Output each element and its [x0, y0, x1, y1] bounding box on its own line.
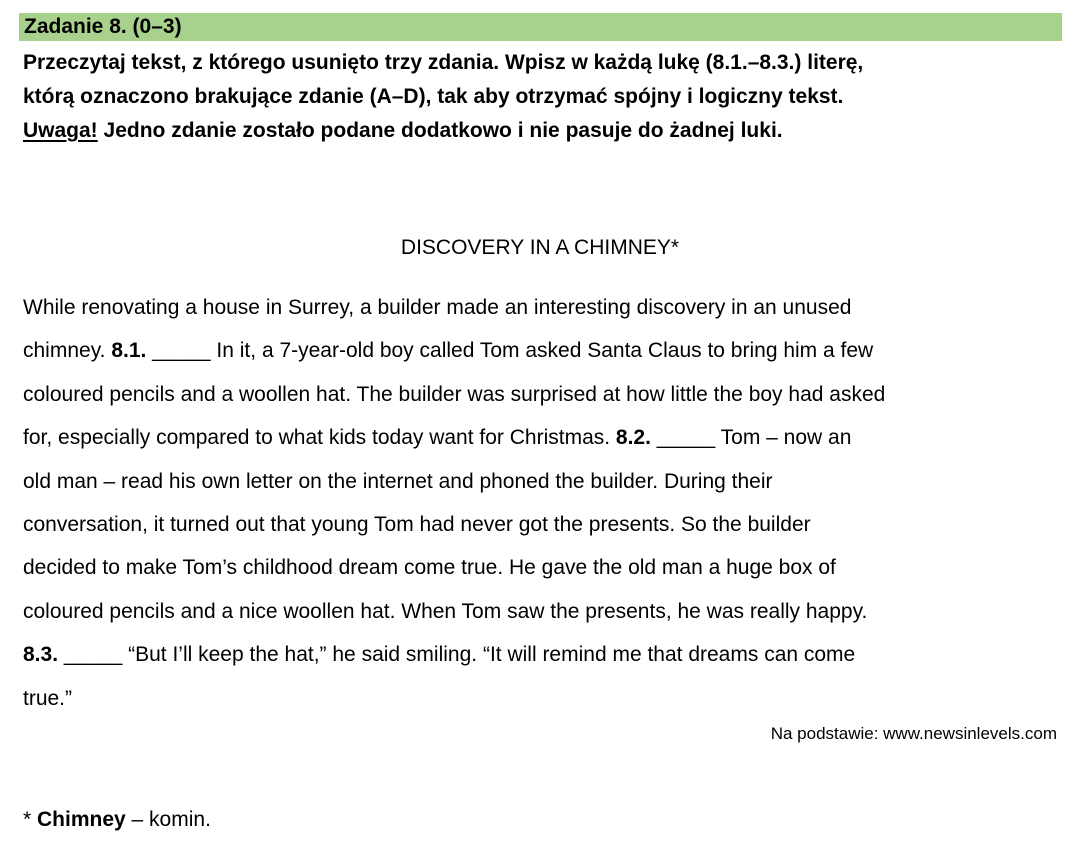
text-line-5: old man – read his own letter on the internet and phoned the builder. During their [23, 469, 773, 493]
task-instructions [23, 46, 1068, 148]
article-title: DISCOVERY IN A CHIMNEY* [400, 236, 680, 259]
text-line-4: for, especially compared to what kids today want for Christmas. 8.2. _____ Tom – now an [23, 426, 852, 450]
footnote-term: Chimney [37, 808, 126, 831]
gap-label-8-2: 8.2. [615, 426, 651, 450]
task-header [19, 13, 1062, 41]
text-line-10: true.” [23, 686, 73, 710]
note-text: Jedno zdanie zostało podane dodatkowo i nie pasuje do żadnej luki. [97, 119, 783, 142]
footnote [23, 805, 211, 835]
footnote-definition: – komin. [125, 808, 211, 831]
instruction-line-1: Przeczytaj tekst, z którego usunięto trzy zdania. Wpisz w każdą lukę (8.1.–8.3.) literę, [23, 51, 864, 74]
text-line-9: 8.3. _____ “But I’ll keep the hat,” he said smiling. “It will remind me that dreams can come [23, 643, 856, 667]
gap-blank-8-2[interactable]: _____ [650, 426, 721, 450]
gap-label-8-1: 8.1. [111, 339, 147, 363]
instruction-line-2: którą oznaczono brakujące zdanie (A–D), tak aby otrzymać spójny i logiczny tekst. [23, 85, 844, 108]
footnote-marker: * [23, 808, 38, 831]
article-body [23, 286, 1068, 720]
source-note: Na podstawie: www.newsinlevels.com [770, 724, 1057, 743]
note-label: Uwaga! [23, 119, 98, 142]
text-line-1: While renovating a house in Surrey, a builder made an interesting discovery in an unused [23, 296, 852, 319]
text-line-3: coloured pencils and a woollen hat. The builder was surprised at how little the boy had asked [23, 382, 886, 406]
text-line-6: conversation, it turned out that young Tom had never got the presents. So the builder [23, 513, 811, 537]
task-title: Zadanie 8. (0–3) [24, 15, 182, 38]
gap-blank-8-1[interactable]: _____ [146, 339, 217, 363]
gap-label-8-3: 8.3. [23, 643, 59, 667]
text-line-2: chimney. 8.1. _____ In it, a 7-year-old boy called Tom asked Santa Claus to bring him a few [23, 339, 874, 363]
gap-blank-8-3[interactable]: _____ [58, 643, 129, 667]
text-line-7: decided to make Tom’s childhood dream come true. He gave the old man a huge box of [23, 556, 836, 580]
instruction-line-3 [23, 114, 1068, 148]
text-line-8: coloured pencils and a nice woollen hat. When Tom saw the presents, he was really happy. [23, 599, 868, 623]
